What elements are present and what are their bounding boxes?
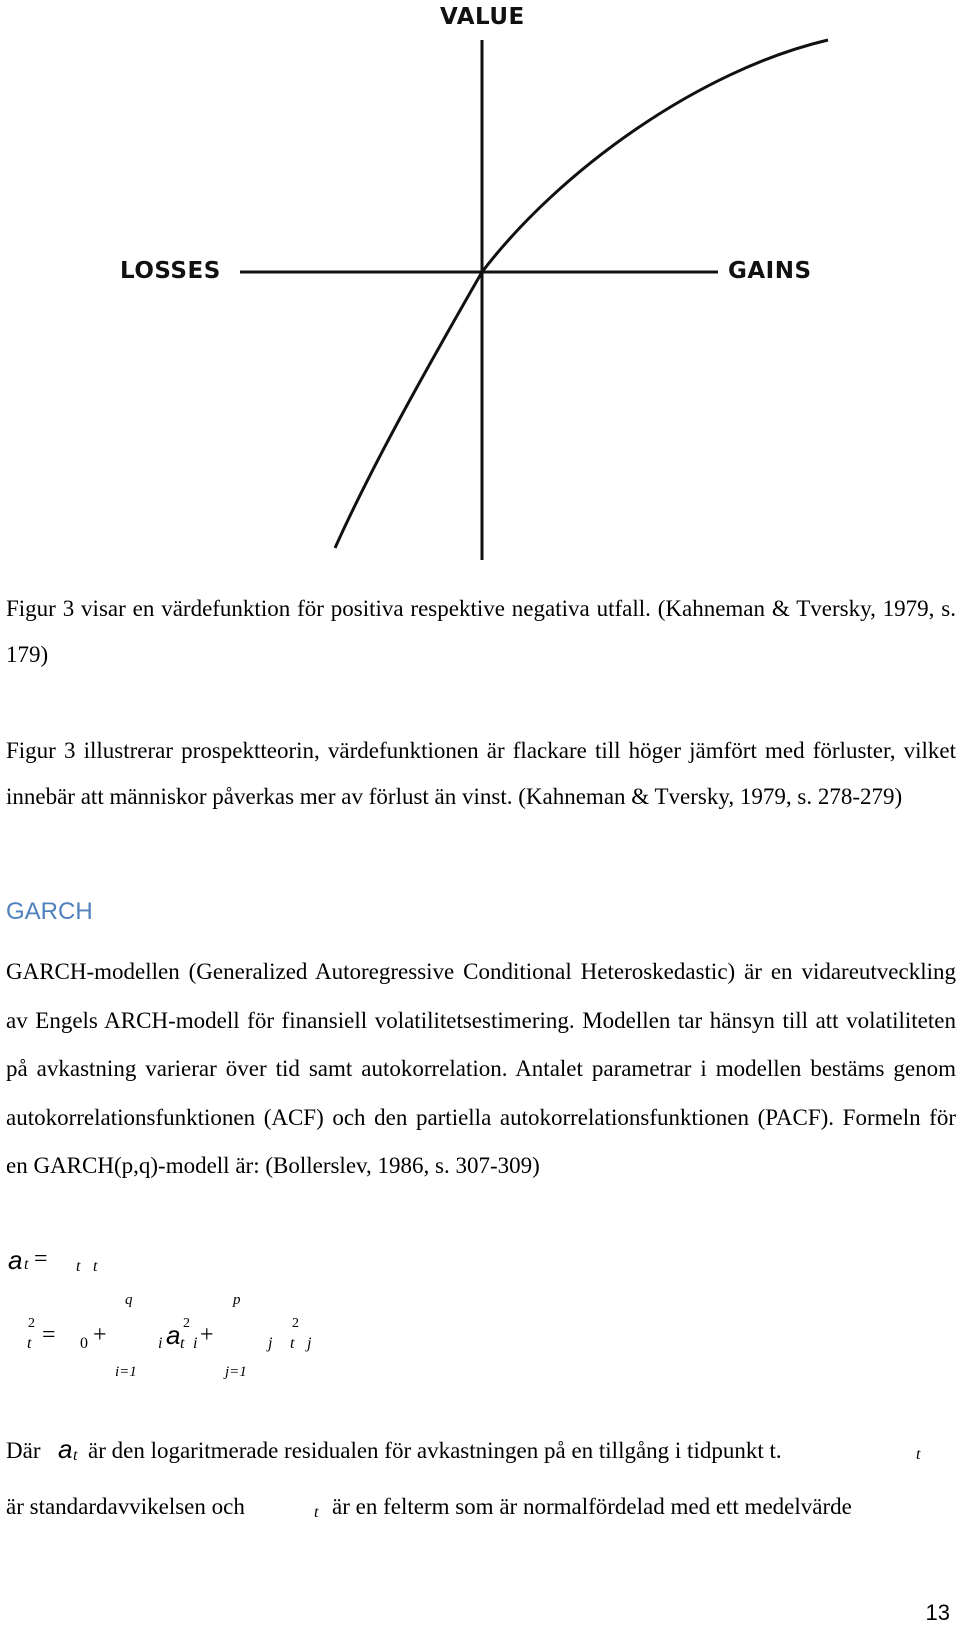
formula-eq-2: = — [42, 1322, 56, 1348]
losses-curve — [335, 272, 482, 548]
formula-plus-2: + — [200, 1322, 214, 1348]
formula-sigma-sub: t — [27, 1335, 32, 1352]
section-heading-garch: GARCH — [6, 898, 93, 925]
paragraph-garch: GARCH-modellen (Generalized Autoregressive Conditional Heteroskedastic) är en vidareutveckling av Engels ARCH-modell för finansiell volatilitetsestimering. Modellen tar hänsyn till att volatiliteten på avkastning varierar över tid samt autokorrelation. Antalet parametrar i modellen bestäms genom autokorrelationsfunktionen (ACF) och den partiella autokorrelationsfunktionen (PACF). Formeln för en GARCH(p,q)-modell är: (Bollerslev, 1986, s. 307-309) — [6, 959, 956, 1178]
formula-sigma-last-j: j — [307, 1335, 312, 1352]
definition-text-2b: är en felterm som är normalfördelad med ett medelvärde — [332, 1494, 852, 1519]
formula-a-sub: t — [24, 1256, 29, 1273]
formula-p: p — [233, 1292, 241, 1308]
value-label: VALUE — [440, 4, 525, 30]
formula-i: i — [158, 1335, 163, 1352]
formula-sigma-last-t: t — [290, 1335, 295, 1352]
formula-q: q — [125, 1292, 133, 1308]
formula-eq-1: = — [34, 1246, 48, 1272]
formula-sigma-sup: 2 — [28, 1316, 35, 1331]
formula-a-sub-i: i — [193, 1335, 198, 1352]
definition-text-1: är den logaritmerade residualen för avkastningen på en tillgång i tidpunkt t. — [88, 1438, 782, 1463]
gains-label: GAINS — [728, 258, 812, 284]
formula-a-sub-t: t — [180, 1335, 185, 1352]
formula-t1: t — [76, 1258, 81, 1275]
formula-a-2: a — [166, 1320, 181, 1350]
page-number: 13 — [925, 1600, 950, 1625]
formula-j: j — [268, 1335, 273, 1352]
definition-a-sub: t — [73, 1447, 78, 1464]
figure-caption: Figur 3 visar en värdefunktion för positiva respektive negativa utfall. (Kahneman & Tversky, 1979, s. 179) — [6, 596, 956, 667]
value-function-figure — [0, 0, 960, 560]
losses-label: LOSSES — [120, 258, 221, 284]
definition-text-2a: är standardavvikelsen och — [6, 1494, 245, 1519]
formula-zero: 0 — [80, 1335, 88, 1352]
paragraph-prospect-theory: Figur 3 illustrerar prospektteorin, värdefunktionen är flackare till höger jämfört med förluster, vilket innebär att människor påverkas mer av förlust än vinst. (Kahneman & Tversky, 1979, s. 278-279) — [6, 738, 956, 809]
definition-t: t — [314, 1504, 319, 1521]
definition-a: a — [58, 1434, 73, 1464]
formula-i-eq-1: i=1 — [115, 1364, 137, 1380]
definition-prefix: Där — [6, 1438, 41, 1463]
gains-curve — [482, 40, 828, 272]
formula-t2: t — [93, 1258, 98, 1275]
formula-plus-1: + — [93, 1322, 107, 1348]
definition-trailing-t: t — [916, 1446, 921, 1463]
formula-a-sup: 2 — [183, 1316, 190, 1331]
formula-sigma-last-sup: 2 — [292, 1316, 299, 1331]
formula-j-eq-1: j=1 — [225, 1364, 247, 1380]
formula-a: a — [8, 1245, 23, 1275]
